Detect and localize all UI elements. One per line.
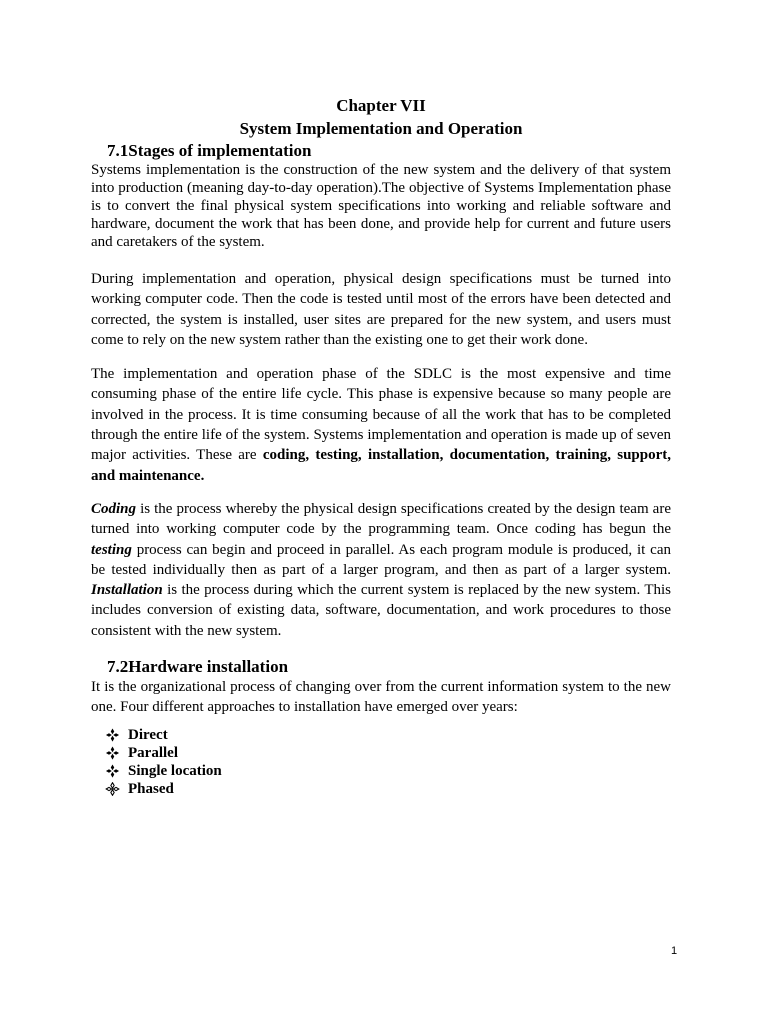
outline-diamond-bullet-icon: [105, 782, 120, 796]
coding-text: is the process whereby the physical design specifications created by the design team are turned into working computer code by the programming team. Once coding has begun the: [91, 500, 671, 538]
section-heading-stages: [107, 141, 671, 161]
section-number: 7.2: [107, 657, 129, 677]
list-item: [105, 780, 671, 798]
list-item-label: Single location: [128, 763, 222, 780]
paragraph-sdlc-activities: coding, testing, installation, documentation, training, support, and maintenance.: [91, 447, 671, 484]
list-item-label: Parallel: [128, 745, 178, 762]
list-item: [105, 762, 671, 780]
page-content: [91, 95, 671, 798]
chapter-subtitle: System Implementation and Operation: [239, 119, 523, 138]
section-title: Stages of implementation: [128, 141, 312, 160]
term-installation: Installation: [91, 582, 163, 599]
section-heading-hardware: [107, 657, 671, 677]
paragraph-coding: [91, 499, 671, 641]
term-coding: Coding: [91, 500, 137, 517]
paragraph-intro: Systems implementation is the construction of the new system and the delivery of that system into production (meaning day-to-day operation).The objective of Systems Implementation phase is to convert the final physical system specifications into working and reliable software and hardware, document the work that has been done, and provide help for current and future users and caretakers of the system.: [91, 162, 671, 250]
filled-diamond-bullet-icon: [105, 728, 120, 742]
paragraph-sdlc: [91, 364, 671, 486]
section-number: 7.1: [107, 141, 129, 160]
installation-approaches-list: [91, 726, 671, 798]
list-item: [105, 744, 671, 762]
list-item: [105, 726, 671, 744]
list-item-label: Phased: [128, 781, 174, 798]
paragraph-implementation: During implementation and operation, physical design specifications must be turned into working computer code. Then the code is tested until most of the errors have been detected and corrected, the system is installed, user sites are prepared for the new system, and users must come to rely on the new system rather than the existing one to get their work done.: [91, 271, 671, 348]
chapter-title: Chapter VII: [336, 96, 426, 115]
paragraph-sdlc-text: The implementation and operation phase of the SDLC is the most expensive and time consuming phase of the entire life cycle. This phase is expensive because so many people are involved in the process. It is time consuming because of all the work that has to be completed through the entire life of the system. Systems implementation and operation is made up of seven major activities. These are: [91, 366, 671, 464]
testing-text: process can begin and proceed in parallel. As each program module is produced, it can be tested individually then as part of a larger program, and then as part of a larger system.: [91, 541, 671, 578]
filled-diamond-bullet-icon: [105, 746, 120, 760]
filled-diamond-bullet-icon: [105, 764, 120, 778]
paragraph-hardware: It is the organizational process of changing over from the current information system to the new one. Four different approaches to installation have emerged over years:: [91, 679, 671, 716]
term-testing: testing: [91, 541, 132, 558]
section-title: Hardware installation: [128, 657, 289, 677]
list-item-label: Direct: [128, 727, 168, 744]
page-number: 1: [671, 945, 678, 957]
installation-text: is the process during which the current system is replaced by the new system. This includes conversion of existing data, software, documentation, and work procedures to those consistent with the new system.: [91, 582, 671, 639]
